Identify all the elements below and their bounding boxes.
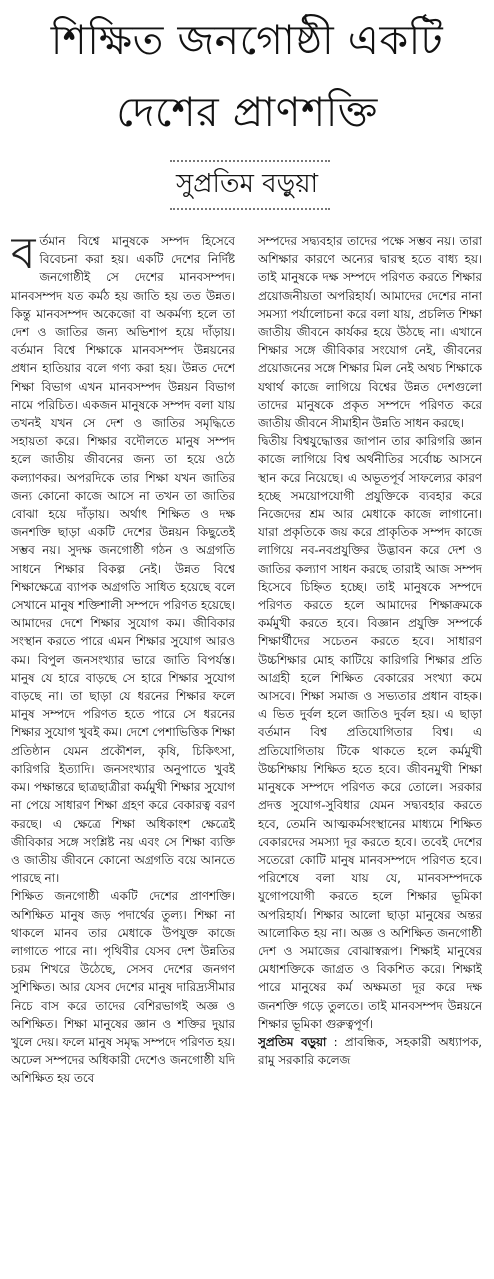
byline-top-divider: [170, 160, 330, 162]
author-name: সুপ্রতিম বড়ুয়া: [258, 1034, 327, 1049]
article-paragraph: দ্বিতীয় বিশ্বযুদ্ধোত্তর জাপান তার কারিগরি জ্ঞান কাজে লাগিয়ে বিশ্ব অর্থনীতির সর্বোচ্চ আসনে স্থান করে নিয়েছে। এ অভূতপূর্ব সাফল্যের কারণ হচ্ছে সময়োপযোগী প্রযুক্তিকে ব্যবহার করে নিজেদের শ্রম আর মেধাকে কাজে লাগানো। যারা প্রকৃতিকে জয় করে প্রাকৃতিক সম্পদ কাজে লাগিয়ে নব-নবপ্রযুক্তির উদ্ভাবন করে দেশ ও জাতির কল্যাণ সাধন করছে তারাই আজ সম্পদ হিসেবে চিহ্নিত হচ্ছে। তাই মানুষকে সম্পদে পরিণত করতে হলে আমাদের শিক্ষাক্রমকে কর্মমুখী করতে হবে। বিজ্ঞান প্রযুক্তি সম্পর্কে শিক্ষার্থীদের সচেতন করতে হবে। সাধারণ উচ্চশিক্ষার মোহ কাটিয়ে কারিগরি শিক্ষার প্রতি আগ্রহী হলে শিক্ষিত বেকারের সংখ্যা কমে আসবে। শিক্ষা সমাজ ও সভ্যতার প্রধান বাহক। এ ভিত দুর্বল হলে জাতিও দুর্বল হয়। এ ছাড়া বর্তমান বিশ্ব প্রতিযোগিতার বিশ্ব। এ প্রতিযোগিতায় টিকে থাকতে হলে কর্মমুখী উচ্চশিক্ষায় শিক্ষিত হতে হবে। জীবনমুখী শিক্ষা মানুষকে সম্পদে পরিণত করে তোলে। সরকার প্রদত্ত সুযোগ-সুবিধার যেমন সদ্ব্যবহার করতে হবে, তেমনি আত্মকর্মসংস্থানের মাধ্যমে শিক্ষিত বেকারদের সমস্যা দূর করতে হবে। তবেই দেশের সতেরো কোটি মানুষ মানবসম্পদে পরিণত হবে। পরিশেষে বলা যায় যে, মানবসম্পদকে যুগোপযোগী করতে হলে শিক্ষার ভূমিকা অপরিহার্য। শিক্ষার আলো ছাড়া মানুষের অন্তর আলোকিত হয় না। অজ্ঞ ও অশিক্ষিত জনগোষ্ঠী দেশ ও সমাজের বোঝাস্বরূপ। শিক্ষাই মানুষের মেধাশক্তিকে জাগ্রত ও বিকশিত করে। শিক্ষাই পারে মানুষের কর্ম অক্ষমতা দূর করে দক্ষ জনশক্তি গড়ে তুলতে। তাই মানবসম্পদ উন্নয়নে শিক্ষার ভূমিকা গুরুত্বপূর্ণ।: [258, 434, 482, 1031]
drop-cap: ব: [11, 232, 36, 279]
article-paragraph: শিক্ষিত জনগোষ্ঠী একটি দেশের প্রাণশক্তি। অশিক্ষিত মানুষ জড় পদার্থের তুল্য। শিক্ষা না থাকলে মানব তার মেধাকে উপযুক্ত কাজে লাগাতে পারে না। পৃথিবীর যেসব দেশ উন্নতির চরম শিখরে উঠেছে, সেসব দেশের জনগণ সুশিক্ষিত। আর যেসব দেশের মানুষ দারিদ্র্যসীমার নিচে বাস করে তাদের বেশিরভাগই অজ্ঞ ও অশিক্ষিত। শিক্ষা মানুষের জ্ঞান ও শক্তির দুয়ার খুলে দেয়। ফলে মানুষ সমৃদ্ধ সম্পদে পরিণত হয়। অঢেল সম্পদের অধিকারী দেশেও জনগোষ্ঠী যদি অশিক্ষিত হয় তবে: [11, 889, 235, 1086]
byline: সুপ্রতিম বড়ুয়া: [175, 169, 319, 199]
headline-line-1: শিক্ষিত জনগোষ্ঠী একটি: [50, 16, 444, 64]
article-paragraph: সম্পদের সদ্ব্যবহার তাদের পক্ষে সম্ভব নয়। তারা অশিক্ষার কারণে অন্যের দ্বারস্থ হতে বাধ্য হয়। তাই মানুষকে দক্ষ সম্পদে পরিণত করতে শিক্ষার প্রয়োজনীয়তা অপরিহার্য। আমাদের দেশের নানা সমস্যা পর্যালোচনা করে বলা যায়, প্রচলিত শিক্ষা জাতীয় জীবনে কার্যকর হয়ে উঠছে না। এখানে শিক্ষার সঙ্গে জীবিকার সংযোগ নেই, জীবনের প্রয়োজনের সঙ্গে শিক্ষার মিল নেই অথচ শিক্ষাকে যথার্থ কাজে লাগিয়ে বিশ্বের উন্নত দেশগুলো তাদের মানুষকে প্রকৃত সম্পদে পরিণত করে জাতীয় জীবনে সীমাহীন উন্নতি সাধন করছে।: [258, 234, 482, 431]
headline-line-2: দেশের প্রাণশক্তি: [116, 88, 378, 136]
headline: [4, 4, 490, 148]
article-column-left: [11, 232, 235, 1272]
article-column-right: [258, 232, 482, 1272]
byline-bottom-divider: [170, 208, 330, 210]
article-paragraph: [11, 232, 235, 887]
paragraph-text: র্তমান বিশ্বে মানুষকে সম্পদ হিসেবে বিবেচনা করা হয়। একটি দেশের নির্দিষ্ট জনগোষ্ঠীই সে দেশের মানবসম্পদ। মানবসম্পদ যত কর্মঠ হয় জাতি হয় তত উন্নত। কিন্তু মানবসম্পদ অকেজো বা অকর্মণ্য হলে তা দেশ ও জাতির জন্য অভিশাপ হয়ে দাঁড়ায়। বর্তমান বিশ্বে শিক্ষাকে মানবসম্পদ উন্নয়নের প্রধান হাতিয়ার বলে গণ্য করা হয়। উন্নত দেশে শিক্ষা বিভাগ এখন মানবসম্পদ উন্নয়ন বিভাগ নামে পরিচিত। একজন মানুষকে সম্পদ বলা যায় তখনই যখন সে দেশ ও জাতির সমৃদ্ধিতে সহায়তা করে। শিক্ষার বদৌলতে মানুষ সম্পদ হলে জাতীয় জীবনের জন্য তা হয়ে ওঠে কল্যাণকর। অপরদিকে তার শিক্ষা যখন জাতির জন্য কোনো কাজে আসে না তখন তা জাতির বোঝা হয়ে দাঁড়ায়। অর্থাৎ শিক্ষিত ও দক্ষ জনশক্তি ছাড়া একটি দেশের উন্নয়ন কিছুতেই সম্ভব নয়। সুদক্ষ জনগোষ্ঠী গঠন ও অগ্রগতি সাধনে শিক্ষার বিকল্প নেই। উন্নত বিশ্বে শিক্ষাক্ষেত্রে ব্যাপক অগ্রগতি সাধিত হয়েছে বলে সেখানে মানুষ শক্তিশালী সম্পদে পরিণত হয়েছে। আমাদের দেশে শিক্ষার সুযোগ কম। জীবিকার সংস্থান করতে পারে এমন শিক্ষার সুযোগ আরও কম। বিপুল জনসংখ্যার ভারে জাতি বিপর্যস্ত। মানুষ যে হারে বাড়ছে সে হারে শিক্ষার সুযোগ বাড়ছে না। তা ছাড়া যে ধরনের শিক্ষার ফলে মানুষ সম্পদে পরিণত হতে পারে সে ধরনের শিক্ষার সুযোগ খুবই কম। দেশে পেশাভিত্তিক শিক্ষা প্রতিষ্ঠান যেমন প্রকৌশল, কৃষি, চিকিৎসা, কারিগরি ইত্যাদি। জনসংখ্যার অনুপাতে খুবই কম। পক্ষান্তরে ছাত্রছাত্রীরা কর্মমুখী শিক্ষার সুযোগ না পেয়ে সাধারণ শিক্ষা গ্রহণ করে বেকারত্ব বরণ করছে। এ ক্ষেত্রে শিক্ষা অধিকাংশ ক্ষেত্রেই জীবিকার সঙ্গে সংশ্লিষ্ট নয় এবং সে শিক্ষা ব্যক্তি ও জাতীয় জীবনে কোনো অগ্রগতি বয়ে আনতে পারছে না।: [11, 234, 235, 886]
author-info: : প্রাবন্ধিক, সহকারী অধ্যাপক, রামু সরকারি কলেজ: [258, 1034, 482, 1068]
author-note: [258, 1033, 482, 1069]
